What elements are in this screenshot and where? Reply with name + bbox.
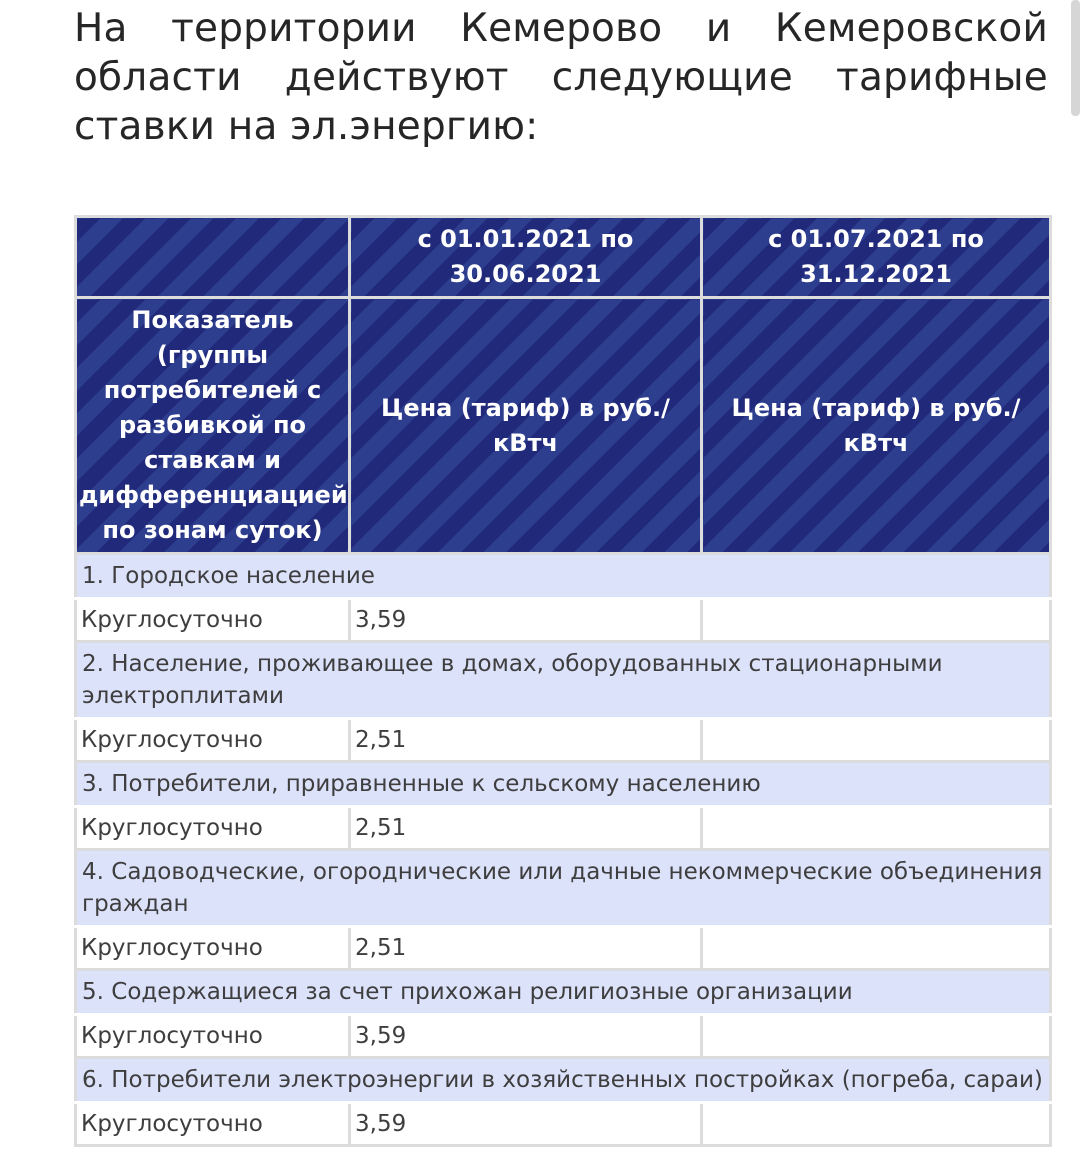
group-row (76, 970, 1051, 1015)
table-row (76, 1103, 1051, 1146)
value-cell-period-2 (702, 807, 1051, 850)
group-title: 6. Потребители электроэнергии в хозяйственных постройках (погреба, сараи) (76, 1058, 1051, 1103)
header-price-2: Цена (тариф) в руб./ кВтч (702, 298, 1051, 554)
table-row (76, 719, 1051, 762)
group-title: 1. Городское население (76, 554, 1051, 599)
header-price-1: Цена (тариф) в руб./ кВтч (350, 298, 702, 554)
value-cell-period-2 (702, 599, 1051, 642)
table-row (76, 927, 1051, 970)
group-row (76, 1058, 1051, 1103)
scrollbar-thumb[interactable] (1071, 0, 1080, 116)
header-period-1: с 01.01.2021 по 30.06.2021 (350, 217, 702, 298)
value-cell-period-1: 3,59 (350, 599, 702, 642)
value-cell-period-1: 2,51 (350, 927, 702, 970)
zone-cell: Круглосуточно (76, 927, 350, 970)
tariff-table (74, 215, 1052, 1147)
table-row (76, 807, 1051, 850)
header-indicator: Показатель (группы потребителей с разбивкой по ставкам и дифференциацией по зонам суток) (76, 298, 350, 554)
group-row (76, 642, 1051, 719)
zone-cell: Круглосуточно (76, 1015, 350, 1058)
group-title: 2. Население, проживающее в домах, оборудованных стационарными электроплитами (76, 642, 1051, 719)
table-row (76, 1015, 1051, 1058)
intro-heading: На территории Кемерово и Кемеровской области действуют следующие тарифные ставки на эл.энергию: (74, 6, 1048, 149)
zone-cell: Круглосуточно (76, 599, 350, 642)
value-cell-period-1: 2,51 (350, 719, 702, 762)
header-row-columns (76, 298, 1051, 554)
zone-cell: Круглосуточно (76, 807, 350, 850)
value-cell-period-2 (702, 1103, 1051, 1146)
zone-cell: Круглосуточно (76, 1103, 350, 1146)
group-row (76, 850, 1051, 927)
value-cell-period-2 (702, 927, 1051, 970)
table-row (76, 599, 1051, 642)
value-cell-period-1: 3,59 (350, 1015, 702, 1058)
group-row (76, 554, 1051, 599)
group-row (76, 762, 1051, 807)
value-cell-period-1: 3,59 (350, 1103, 702, 1146)
value-cell-period-2 (702, 1015, 1051, 1058)
group-title: 5. Содержащиеся за счет прихожан религиозные организации (76, 970, 1051, 1015)
value-cell-period-2 (702, 719, 1051, 762)
group-title: 4. Садоводческие, огороднические или дачные некоммерческие объединения граждан (76, 850, 1051, 927)
header-empty-cell (76, 217, 350, 298)
value-cell-period-1: 2,51 (350, 807, 702, 850)
zone-cell: Круглосуточно (76, 719, 350, 762)
group-title: 3. Потребители, приравненные к сельскому населению (76, 762, 1051, 807)
header-row-periods (76, 217, 1051, 298)
header-period-2: с 01.07.2021 по 31.12.2021 (702, 217, 1051, 298)
